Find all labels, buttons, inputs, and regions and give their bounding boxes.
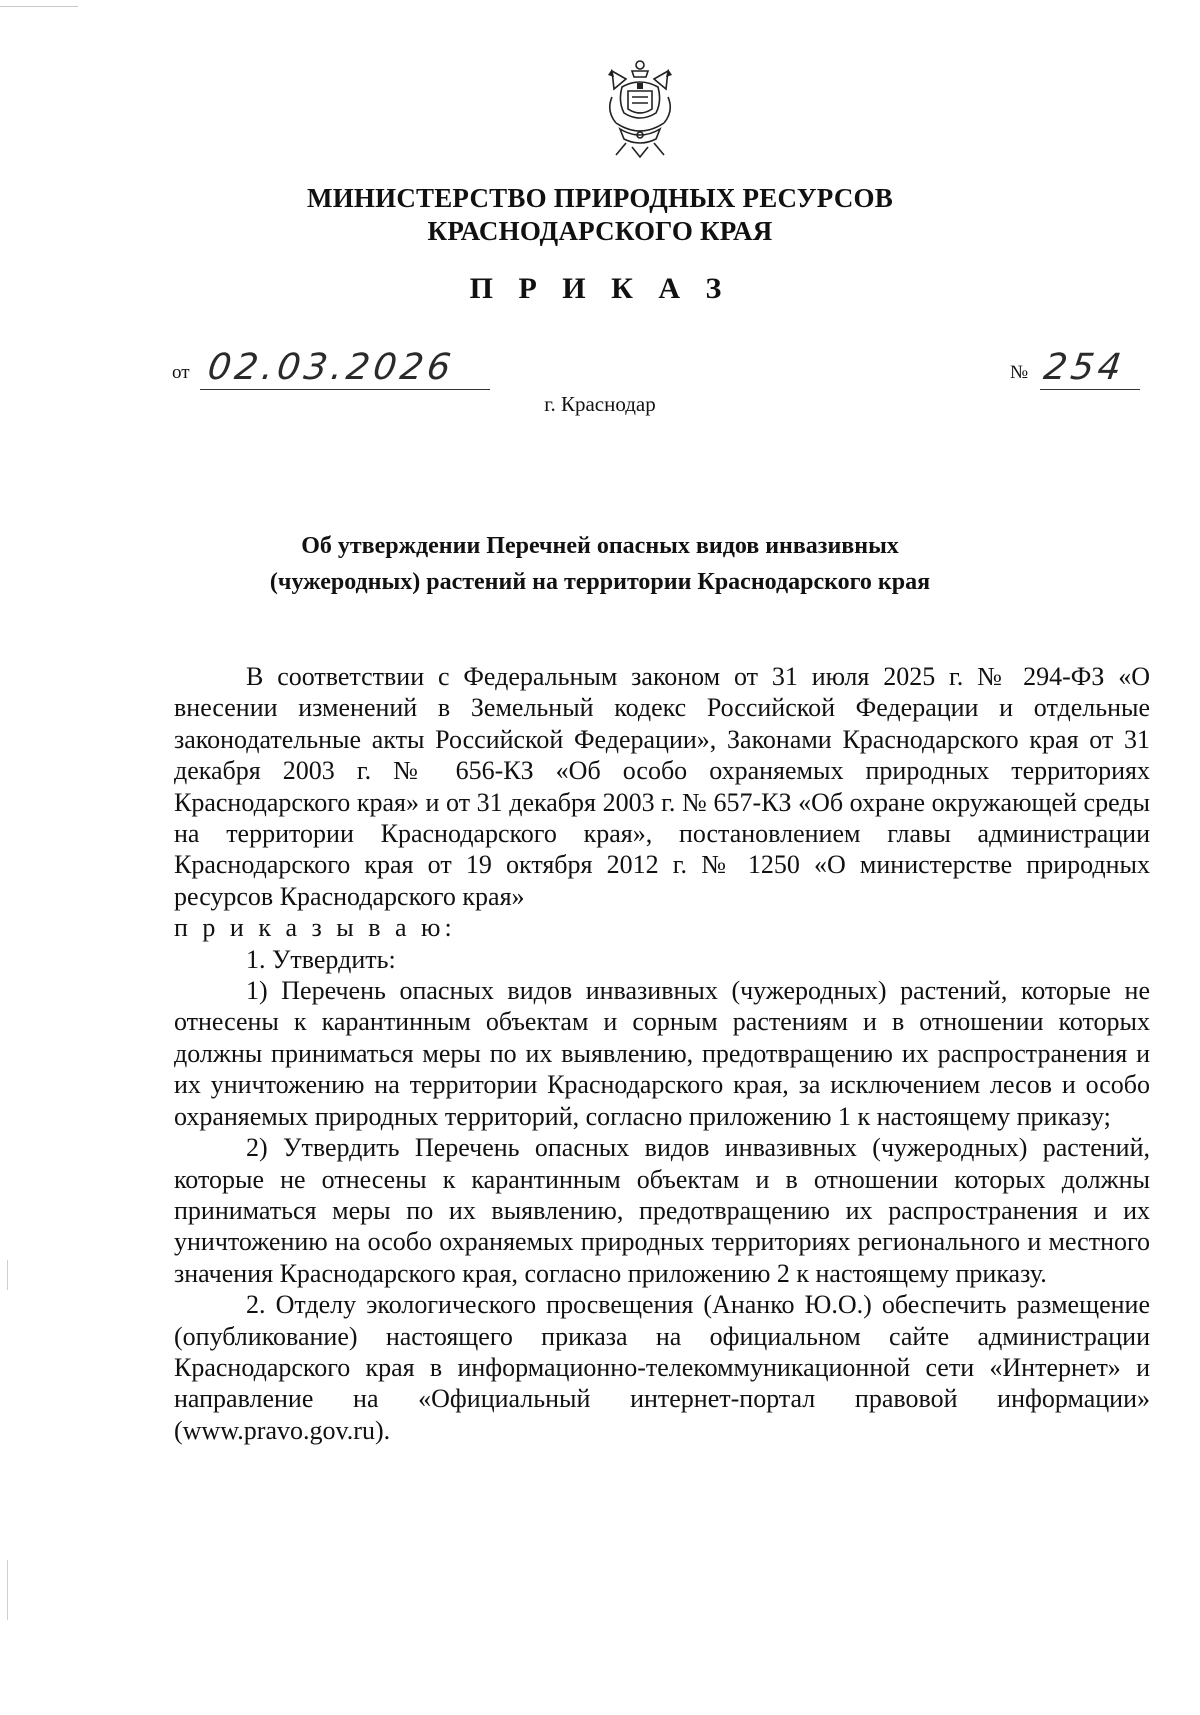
number-handwritten: 254 xyxy=(1041,347,1128,388)
city: г. Краснодар xyxy=(544,392,656,416)
number-underline xyxy=(1040,389,1140,390)
ministry-name xyxy=(0,182,1200,248)
item1-sub2: 2) Утвердить Перечень опасных видов инвазивных (чужеродных) растений, которые не отнесены к карантинным объектам и в отношении которых должны приниматься меры по их выявлению, предотвращению их распространения и их уничтожению на особо охраняемых природных территориях регионального и местного значения Краснодарского края, согласно приложению 2 к настоящему приказу. xyxy=(174,1133,1150,1288)
item1-sub1: 1) Перечень опасных видов инвазивных (чужеродных) растений, которые не отнесены к карантинным объектам и сорным растениям и в отношении которых должны приниматься меры по их выявлению, предотвращению их распространения и их уничтожению на территории Краснодарского края, за исключением лесов и особо охраняемых природных территорий, согласно приложению 1 к настоящему приказу; xyxy=(174,976,1150,1131)
date-handwritten: 02.03.2026 xyxy=(205,347,458,388)
coat-of-arms-icon xyxy=(602,57,678,167)
subject-line2: (чужеродных) растений на территории Краснодарского края xyxy=(269,569,931,595)
order-title: П Р И К А З xyxy=(469,272,731,305)
order-subject xyxy=(0,528,1200,600)
preamble-paragraph: В соответствии с Федеральным законом от 31 июля 2025 г. № 294-ФЗ «О внесении изменений в Земельный кодекс Российской Федерации и отдельные законодательные акты Российской Федерации», Законами Краснодарского края от 31 декабря 2003 г. № 656-КЗ «Об особо охраняемых природных территориях Краснодарского края» и от 31 декабря 2003 г. № 657-КЗ «Об охране окружающей среды на территории Краснодарского края», постановлением главы администрации Краснодарского края от 19 октября 2012 г. № 1250 «О министерстве природных ресурсов Краснодарского края» xyxy=(174,662,1150,911)
scan-edge-mark xyxy=(7,1260,8,1290)
date-prefix: от xyxy=(172,362,190,383)
scan-corner-mark xyxy=(0,6,78,7)
subject-line1: Об утверждении Перечней опасных видов инвазивных xyxy=(301,533,899,559)
ministry-name-line1: МИНИСТЕРСТВО ПРИРОДНЫХ РЕСУРСОВ xyxy=(307,183,893,213)
order-word: п р и к а з ы в а ю: xyxy=(174,913,456,943)
item2-paragraph: 2. Отделу экологического просвещения (Ананко Ю.О.) обеспечить размещение (опубликование) настоящего приказа на официальном сайте администрации Краснодарского края в информационно-телекоммуникационной сети «Интернет» и направление на «Официальный интернет-портал правовой информации» (www.pravo.gov.ru). xyxy=(174,1290,1150,1445)
order-number xyxy=(1010,346,1150,390)
ministry-name-line2: КРАСНОДАРСКОГО КРАЯ xyxy=(427,216,773,246)
order-body xyxy=(174,661,1150,1446)
scan-edge-mark xyxy=(7,1560,8,1620)
number-prefix: № xyxy=(1010,362,1029,383)
order-date xyxy=(172,346,502,390)
item1-heading: 1. Утвердить: xyxy=(246,944,396,974)
date-underline xyxy=(200,389,490,390)
